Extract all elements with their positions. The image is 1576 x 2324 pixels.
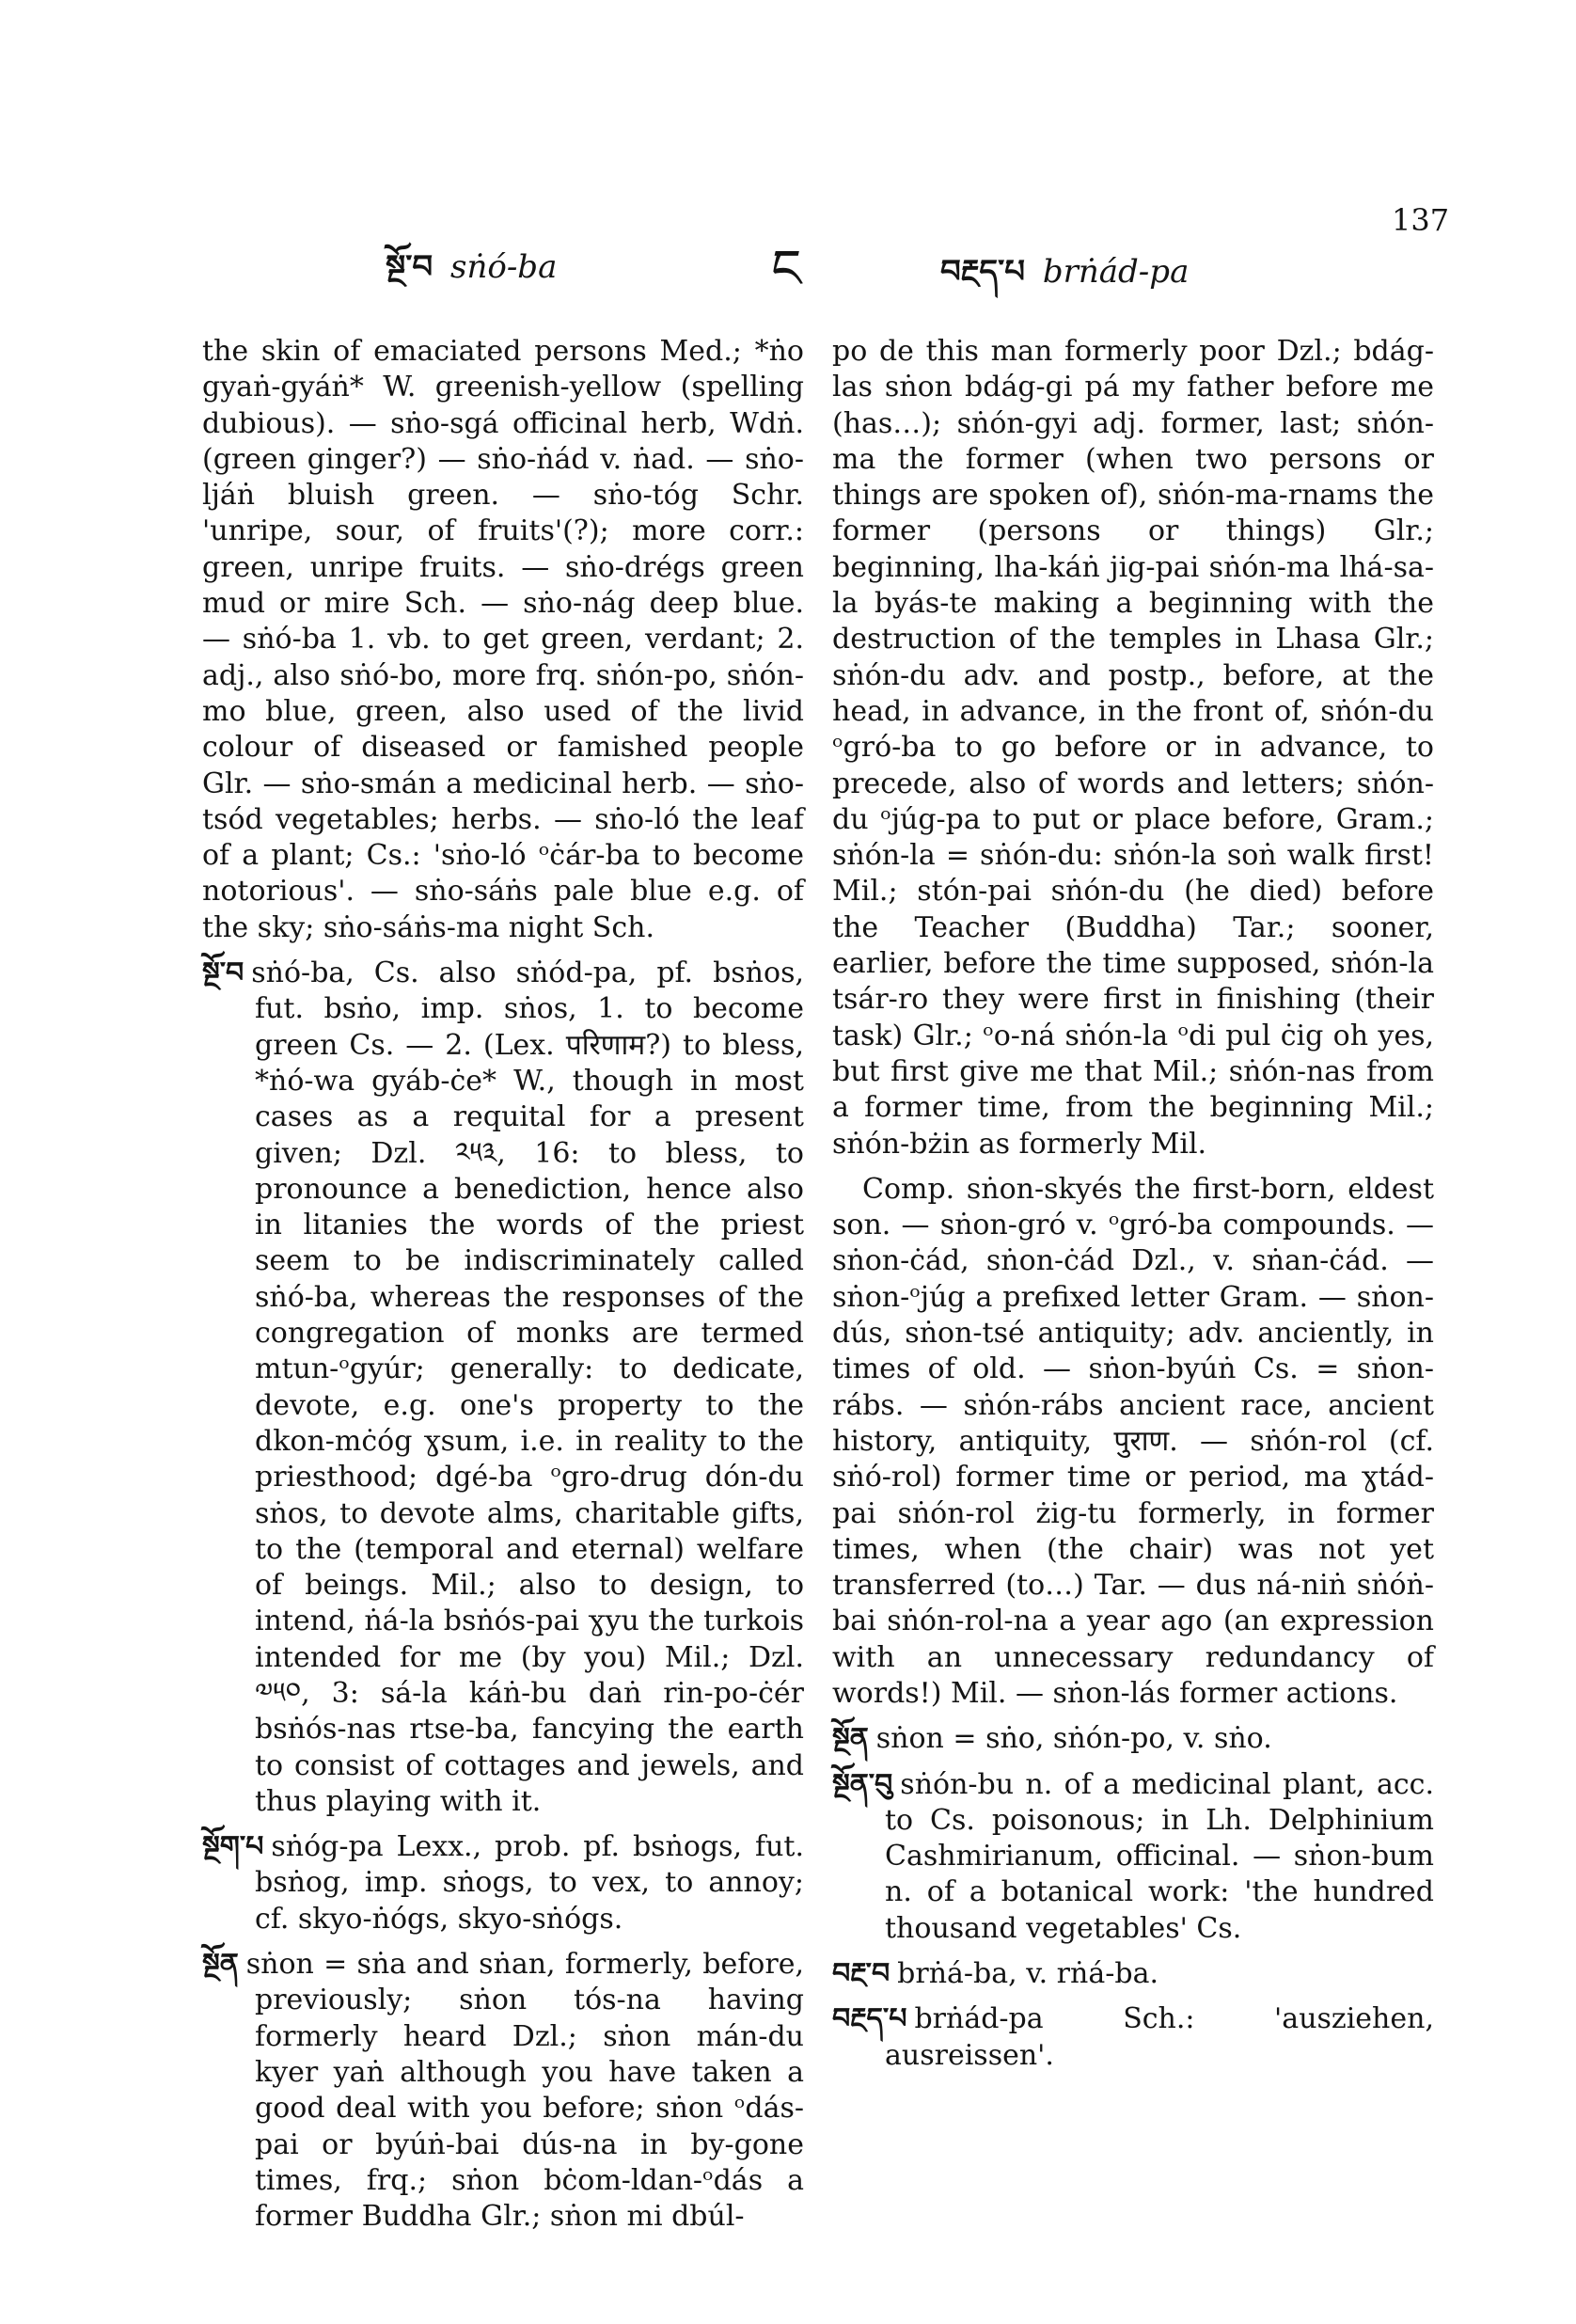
entry-headword-tibetan: སྔོ་བ [202, 956, 244, 990]
page-header [0, 193, 1576, 300]
entry-continuation: the skin of emaciated persons Med.; *ṅo gyaṅ-gyáṅ* W. greenish-yellow (spelling dubious). — sṅo-sgá officinal herb, Wdṅ. (green ginger?) — sṅo-ṅád v. ṅad. — sṅo-ljáṅ bluish green. — sṅo-tóg Schr. 'unripe, sour, of fruits'(?); more corr.: green, unripe fruits. — sṅo-drégs green mud or mire Sch. — sṅo-nág deep blue. — sṅó-ba 1. vb. to get green, verdant; 2. adj., also sṅó-bo, more frq. sṅón-po, sṅón-mo blue, green, also used of the livid colour of diseased or famished people Glr. — sṅo-smán a medicinal herb. — sṅo-tsód vegetables; herbs. — sṅo-ló the leaf of a plant; Cs.: 'sṅo-ló ᵒċár-ba to become notorious'. — sṅo-sáṅs pale blue e.g. of the sky; sṅo-sáṅs-ma night Sch. [202, 335, 804, 944]
left-running-head [386, 230, 557, 321]
entry-headword-tibetan: བརྔད་པ [832, 2002, 907, 2036]
entry-headword-tibetan: སྔོག་པ [202, 1830, 264, 1864]
entry-headword-tibetan: བརྔ་བ [832, 1957, 890, 1991]
dictionary-entry [202, 1947, 804, 2235]
dictionary-entry [202, 1829, 804, 1937]
compounds-paragraph: Comp. sṅon-skyés the first-born, eldest son. — sṅon-gró v. ᵒgró-ba compounds. — sṅon-ċád, sṅon-ċád Dzl., v. sṅan-ċád. — sṅon-ᵒjúg a prefixed letter Gram. — sṅon-dús, sṅon-tsé antiquity; adv. anciently, in times of old. — sṅon-byúṅ Cs. = sṅon-rábs. — sṅón-rábs ancient race, ancient history, antiquity, पुराण. — sṅón-rol (cf. sṅó-rol) former time or period, ma ɣtád-pai sṅón-rol żig-tu formerly, in former times, when (the chair) was not yet transferred (to…) Tar. — dus ná-niṅ sṅóṅ-bai sṅón-rol-na a year ago (an expression with an unnecessary redundancy of words!) Mil. — sṅon-lás former actions. [832, 1172, 1434, 1710]
entry-text: sṅon = sṅo, sṅón-po, v. sṅo. [875, 1722, 1272, 1756]
entry-continuation: po de this man formerly poor Dzl.; bdág-las sṅon bdág-gi pá my father before me (has…); sṅón-gyi adj. former, last; sṅón-ma the former (when two persons or things are spoken of), sṅón-ma-rnams the former (persons or things) Glr.; beginning, lha-káṅ jig-pai sṅón-ma lhá-sa-la byás-te making a beginning with the destruction of the temples in Lhasa Glr.; sṅón-du adv. and postp., before, at the head, in advance, in the front of, sṅón-du ᵒgró-ba to go before or in advance, to precede, also of words and letters; sṅón-du ᵒjúg-pa to put or place before, Gram.; sṅón-la = sṅón-du: sṅón-la soṅ walk first! Mil.; stón-pai sṅón-du (he died) before the Teacher (Buddha) Tar.; sooner, earlier, before the time supposed, sṅón-la tsár-ro they were first in finishing (their task) Glr.; ᵒo-ná sṅón-la ᵒdi pul ċig oh yes, but first give me that Mil.; sṅón-nas from a former time, from the beginning Mil.; sṅón-bżin as formerly Mil. [832, 335, 1434, 1161]
entry-headword-tibetan: སྔོན [832, 1722, 869, 1756]
entry-text: brṅád-pa Sch.: 'ausziehen, ausreissen'. [885, 2002, 1434, 2072]
dictionary-entry [832, 1956, 1434, 1992]
right-headword-translit: brṅád-pa [1042, 253, 1190, 291]
entry-headword-tibetan: སྔོན་བུ [832, 1767, 893, 1801]
entry-text: sṅóg-pa Lexx., prob. pf. bsṅogs, fut. bsṅog, imp. sṅogs, to vex, to annoy; cf. skyo-ṅógs, skyo-sṅógs. [255, 1830, 804, 1936]
entry-headword-tibetan: སྔོན [202, 1948, 239, 1982]
dictionary-entry [202, 956, 804, 1820]
right-running-head [940, 235, 1189, 325]
page-number: 137 [1392, 202, 1450, 238]
entry-text: sṅon = sṅa and sṅan, formerly, before, previously; sṅon tós-na having formerly heard Dzl.; sṅon mán-du kyer yaṅ although you have taken a good deal with you before; sṅon ᵒdás-pai or byúṅ-bai dús-na in by-gone times, frq.; sṅon bċom-ldan-ᵒdás a former Buddha Glr.; sṅon mi dbúl- [245, 1948, 804, 2234]
entry-text: brṅá-ba, v. rṅá-ba. [897, 1957, 1158, 1991]
right-headword-tibetan: བརྔད་པ [940, 253, 1026, 291]
entry-text: sṅón-bu n. of a medicinal plant, acc. to Cs. poisonous; in Lh. Delphinium Cashmirianum, officinal. — sṅon-bum n. of a botanical work: 'the hundred thousand vegetables' Cs. [885, 1767, 1434, 1945]
left-headword-translit: sṅó-ba [450, 248, 558, 286]
entry-text: sṅó-ba, Cs. also sṅód-pa, pf. bsṅos, fut. bsṅo, imp. sṅos, 1. to become green Cs. — 2. (Lex. परिणाम?) to bless, *ṅó-wa gyáb-ċe* W., though in most cases as a requital for a present given; Dzl. ༢༥༣, 16: to bless, to pronounce a benediction, hence also in litanies the words of the priest seem to be indiscriminately called sṅó-ba, whereas the responses of the congregation of monks are termed mtun-ᵒgyúr; generally: to dedicate, devote, e.g. one's property to the dkon-mċóg ɣsum, i.e. in reality to the priesthood; dgé-ba ᵒgro-drug dón-du sṅos, to devote alms, charitable gifts, to the (temporal and eternal) welfare of beings. Mil.; also to design, to intend, ṅá-la bsṅós-pai ɣyu the turkois intended for me (by you) Mil.; Dzl. ༧༥༠, 3: sá-la káṅ-bu daṅ rin-po-ċér bsṅós-nas rtse-ba, fancying the earth to consist of cottages and jewels, and thus playing with it. [251, 956, 804, 1818]
left-column [202, 334, 804, 2235]
dictionary-entry [832, 2001, 1434, 2074]
right-column [832, 334, 1434, 2074]
dictionary-entry [832, 1767, 1434, 1947]
section-letter: ང [771, 239, 802, 300]
left-headword-tibetan: སྔོ་བ [386, 248, 433, 286]
dictionary-entry [832, 1721, 1434, 1757]
